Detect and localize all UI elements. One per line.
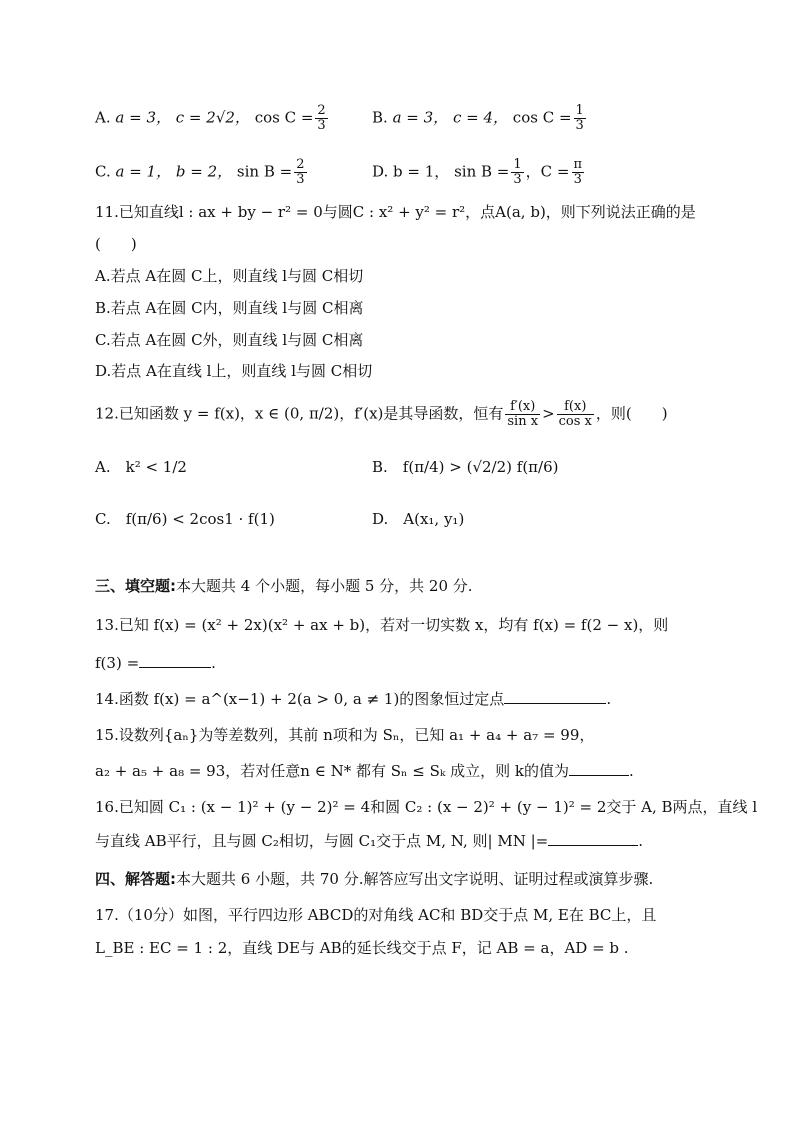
q16-line2: 与直线 AB平行，且与圆 C₂相切，与圆 C₁交于点 M, N, 则| MN |= .: [95, 832, 643, 850]
fraction: $\frac{f(x)}{\text{cos x}}$: [558, 399, 592, 429]
q10-option-d: D. b = 1， sin B = $\frac{1}{3}$ ，C = $\frac{\pi}{3}$: [372, 157, 583, 187]
section-3-heading: 三、填空题:本大题共 4 个小题，每小题 5 分，共 20 分.: [95, 577, 473, 595]
q15-line2: a₂ + a₅ + a₈ = 93，若对任意n ∈ N* 都有 Sₙ ≤ Sₖ 成立，则 k的值为 .: [95, 762, 634, 780]
q12-option-c: C. f(π/6) < 2cos1 · f(1): [95, 510, 275, 528]
q10-option-b: B. a = 3， c = 4， cos C = $\frac{1}{3}$: [372, 103, 584, 133]
q12-stem: 12.已知函数 y = f(x)，x ∈ (0, π/2)，f′(x)是其导函数，恒有 $\frac{f'(x)}{\text{sin x}}$ > $\frac{f(x)}{\text{cos x}}$ ，则( ): [95, 399, 668, 429]
q13-line2: f(3) = .: [95, 654, 216, 672]
q12-option-b: B. f(π/4) > (√2/2) f(π/6): [372, 458, 559, 476]
q11-option-c: C.若点 A在圆 C外，则直线 l与圆 C相离: [95, 331, 364, 349]
section-4-heading: 四、解答题:本大题共 6 小题，共 70 分.解答应写出文字说明、证明过程或演算步骤.: [95, 870, 654, 888]
q15-line1: 15.设数列{aₙ}为等差数列，其前 n项和为 Sₙ，已知 a₁ + a₄ + a₇ = 99，: [95, 726, 595, 744]
q11-option-b: B.若点 A在圆 C内，则直线 l与圆 C相离: [95, 299, 364, 317]
q11-option-d: D.若点 A在直线 l上，则直线 l与圆 C相切: [95, 362, 373, 380]
q11-paren: ( ): [95, 235, 137, 253]
fraction: $\frac{1}{3}$: [513, 157, 522, 187]
answer-blank[interactable]: [504, 689, 606, 704]
fraction: $\frac{2}{3}$: [317, 103, 326, 133]
q12-option-d: D. A(x₁, y₁): [372, 510, 465, 528]
fraction: $\frac{f'(x)}{\text{sin x}}$: [507, 399, 539, 429]
q13-line1: 13.已知 f(x) = (x² + 2x)(x² + ax + b)，若对一切实数 x，均有 f(x) = f(2 − x)，则: [95, 616, 669, 634]
fraction: $\frac{2}{3}$: [296, 157, 305, 187]
q10-option-c: C. a = 1， b = 2， sin B = $\frac{2}{3}$: [95, 157, 305, 187]
q12-option-a: A. k² < 1/2: [95, 458, 187, 476]
q17-line2: L_BE : EC = 1 : 2，直线 DE与 AB的延长线交于点 F，记 AB = a，AD = b .: [95, 939, 629, 957]
q11-option-a: A.若点 A在圆 C上，则直线 l与圆 C相切: [95, 267, 364, 285]
q10-option-a: A. a = 3， c = 2√2， cos C = $\frac{2}{3}$: [95, 103, 326, 133]
answer-blank[interactable]: [569, 761, 629, 776]
fraction: $\frac{1}{3}$: [575, 103, 584, 133]
q11-stem: 11.已知直线l : ax + by − r² = 0与圆C : x² + y² = r²，点A(a, b)，则下列说法正确的是: [95, 203, 696, 221]
answer-blank[interactable]: [139, 653, 211, 668]
answer-blank[interactable]: [548, 831, 638, 846]
q16-line1: 16.已知圆 C₁ : (x − 1)² + (y − 2)² = 4和圆 C₂ : (x − 2)² + (y − 1)² = 2交于 A, B两点，直线 l: [95, 798, 758, 816]
q17-line1: 17.（10分）如图，平行四边形 ABCD的对角线 AC和 BD交于点 M, E在 BC上，且: [95, 906, 657, 924]
q14: 14.函数 f(x) = a^(x−1) + 2(a > 0, a ≠ 1)的图象恒过定点 .: [95, 690, 612, 708]
fraction: $\frac{\pi}{3}$: [573, 157, 583, 187]
